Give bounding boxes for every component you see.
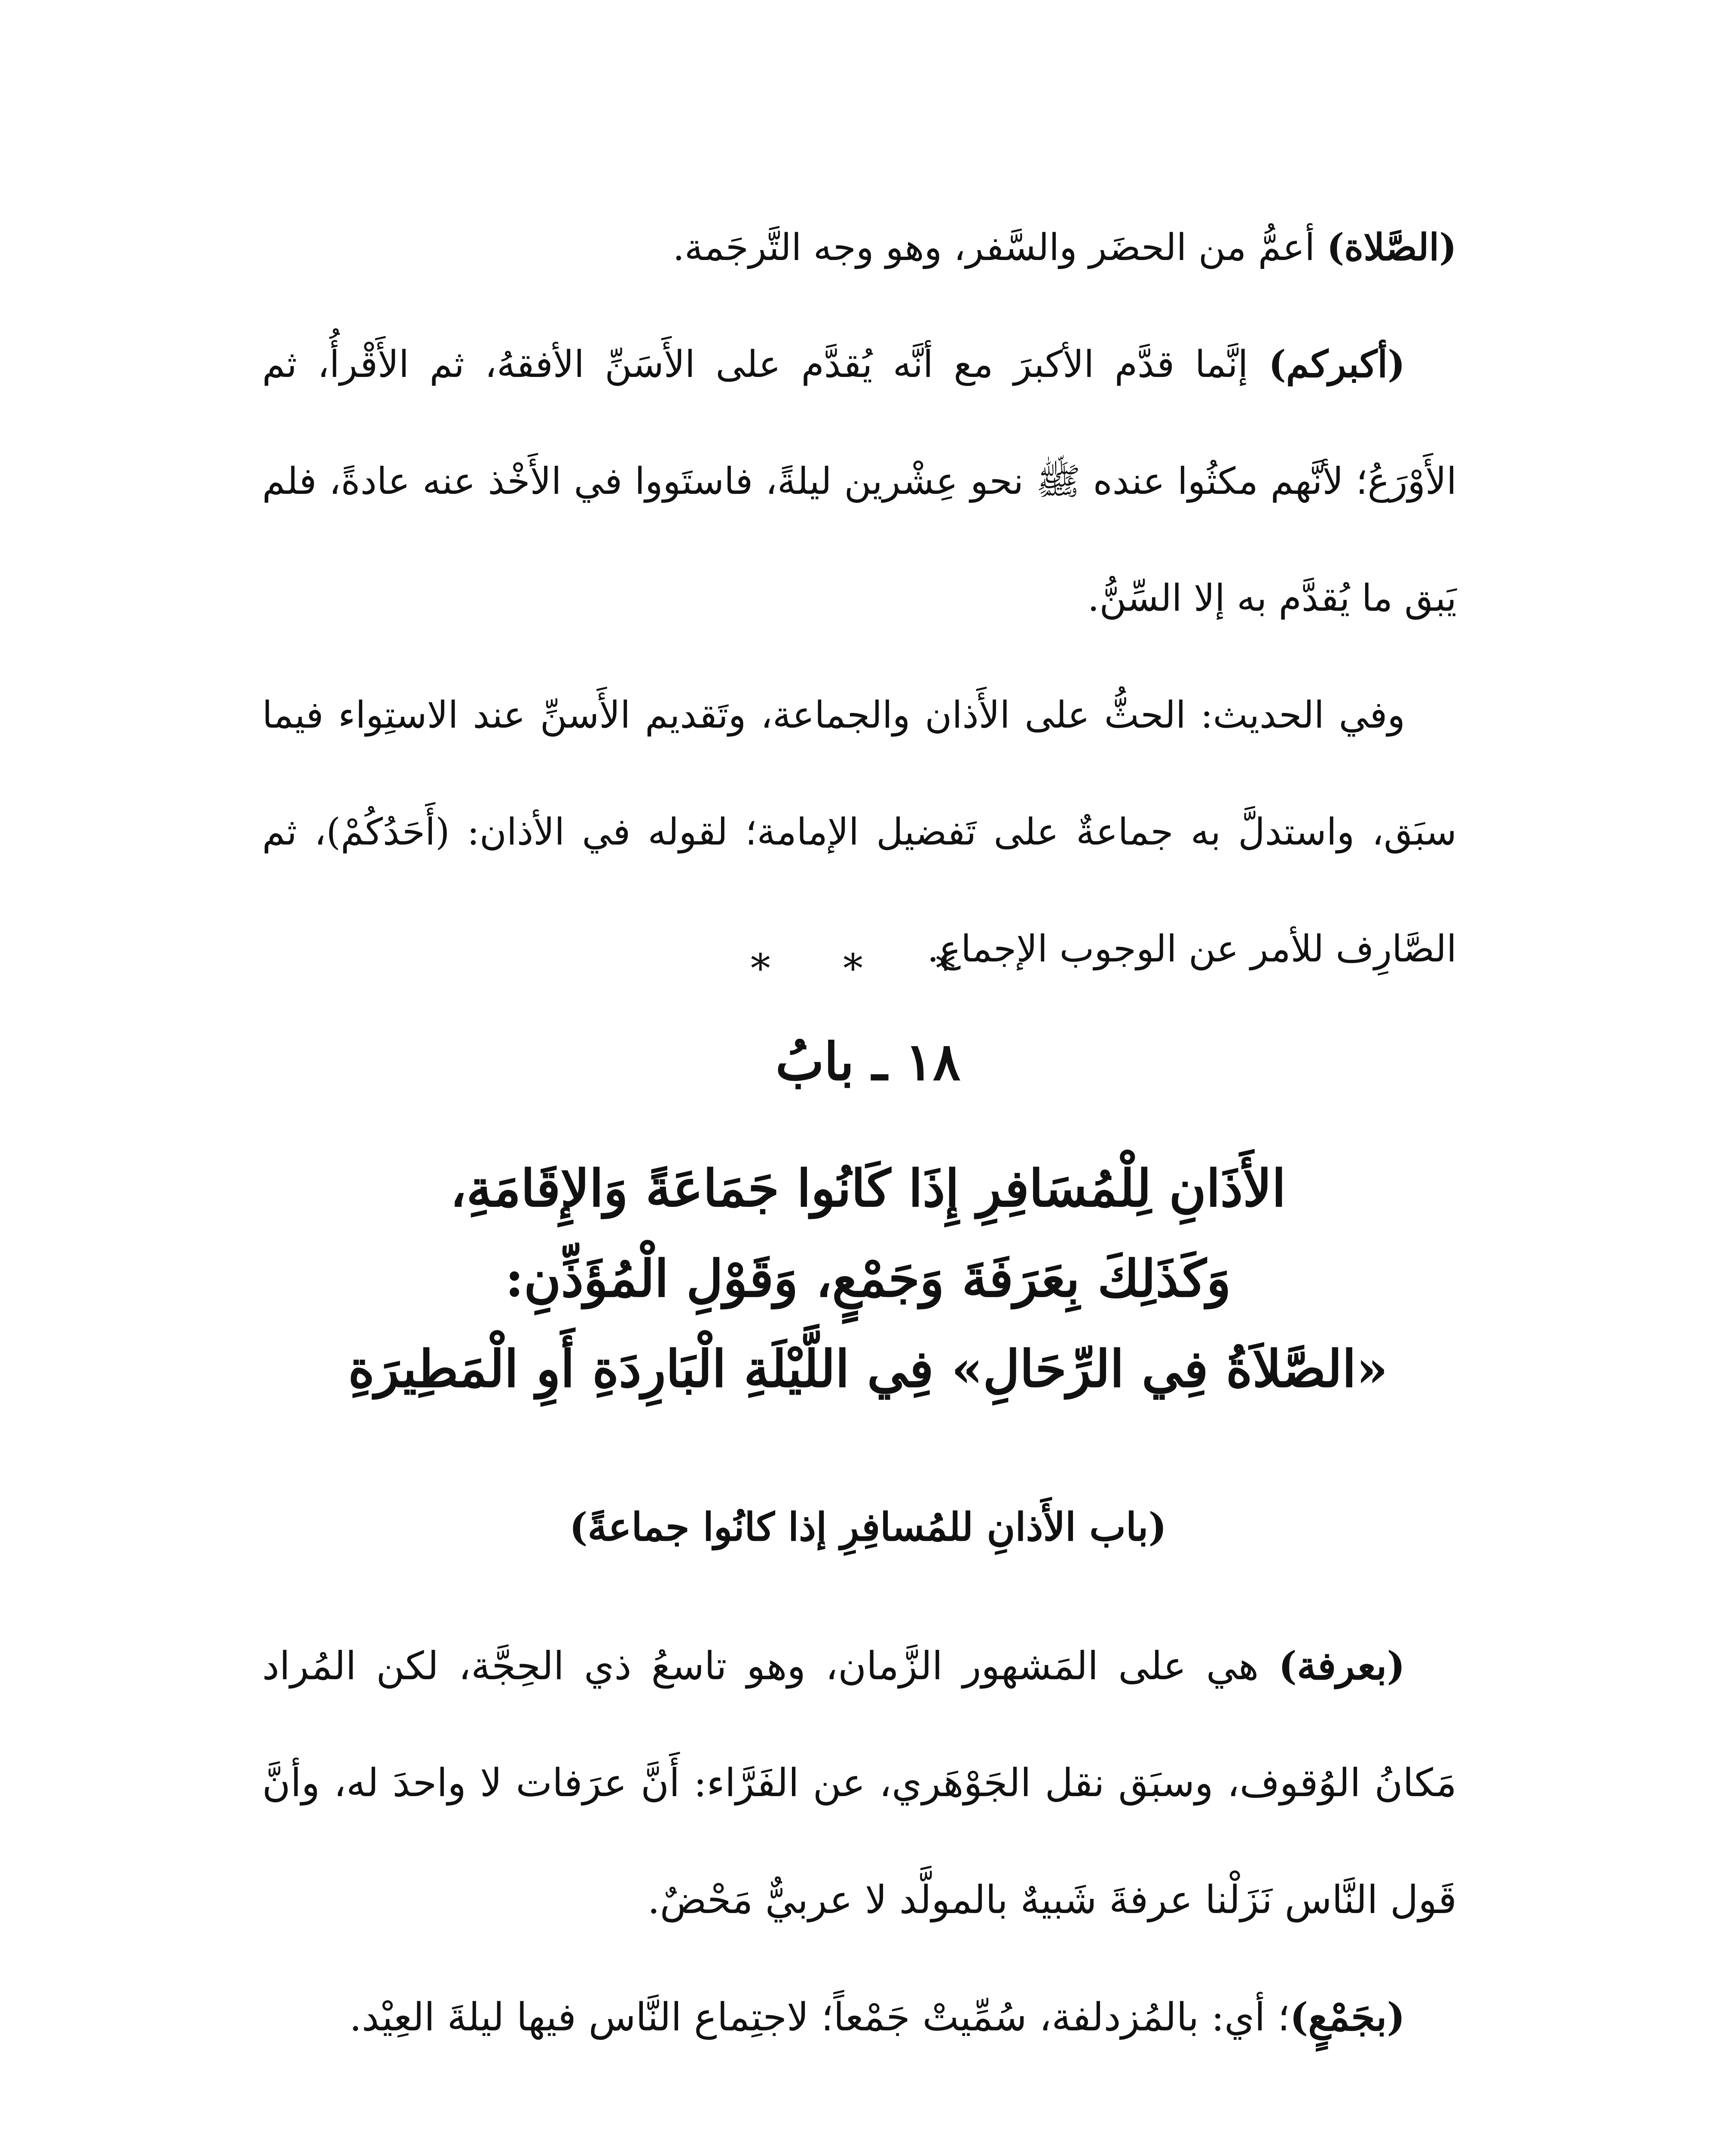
section-separator: * * * xyxy=(750,946,986,992)
chapter-title-line-1: الأَذَانِ لِلْمُسَافِرِ إِذَا كَانُوا جَمَاعَةً وَالإِقَامَةِ، xyxy=(450,1158,1286,1218)
paragraph-lead: (بعرفة) xyxy=(1278,1643,1405,1689)
paragraph-lead: (أكبركم) xyxy=(1268,343,1405,386)
chapter-number: ١٨ ـ بابُ xyxy=(775,1032,961,1092)
paragraph-arafah xyxy=(262,1607,1457,1959)
paragraph-text: هي على المَشهور الزَّمان، وهو تاسعُ ذي الحِجَّة، لكن المُراد مَكانُ الوُقوف، وسبَق نقل الجَوْهَري، عن الفَرَّاء: أَنَّ عرَفات لا واحدَ له، وأنَّ قَول النَّاس نَزَلْنا عرفةَ شَبيهٌ بالمولَّد لا عربيٌّ مَحْضٌ. xyxy=(262,1644,1457,1922)
chapter-title xyxy=(0,1143,1736,1414)
chapter-title-line-2: وَكَذَلِكَ بِعَرَفَةَ وَجَمْعٍ، وَقَوْلِ الْمُؤَذِّنِ: xyxy=(505,1249,1231,1308)
paragraph-text: ؛ أي: بالمُزدلفة، سُمِّيتْ جَمْعاً؛ لاجتِماع النَّاس فيها ليلةَ العِيْد. xyxy=(349,1995,1290,2040)
paragraph-text: أعمُّ من الحضَر والسَّفر، وهو وجه التَّرجَمة. xyxy=(672,226,1327,269)
commentary-subheading: (باب الأَذانِ للمُسافِرِ إذا كانُوا جماعةً) xyxy=(569,1504,1167,1550)
paragraph-lead: (بجَمْعٍ) xyxy=(1290,1994,1405,2040)
top-section xyxy=(262,189,1457,1007)
paragraph-text: إنَّما قدَّم الأكبرَ مع أنَّه يُقدَّم على الأَسَنِّ الأفقهُ، ثم الأَقْرأُ، ثم الأَوْرَعُ؛ لأنَّهم مكثُوا عنده ﷺ نحو عِشْرين ليلةً، فاستَووا في الأَخْذ عنه عادةً، فلم يَبق ما يُقدَّم به إلا السِّنُّ. xyxy=(262,343,1457,620)
bottom-section xyxy=(262,1607,1457,2076)
paragraph-salat xyxy=(262,189,1457,306)
paragraph-jam xyxy=(262,1959,1457,2076)
chapter-title-line-3: «الصَّلاَةُ فِي الرِّحَالِ» فِي اللَّيْلَةِ الْبَارِدَةِ أَوِ الْمَطِيرَةِ xyxy=(348,1339,1388,1399)
paragraph-text: وفي الحديث: الحثُّ على الأَذان والجماعة، وتَقديم الأَسنِّ عند الاستِواء فيما سبَق، واستدلَّ به جماعةٌ على تَفضيل الإمامة؛ لقوله في الأذان: (أَحَدُكُمْ)، ثم الصَّارِف للأمر عن الوجوب الإجماع. xyxy=(262,694,1457,970)
paragraph-akbarukum xyxy=(262,306,1457,657)
paragraph-lead: (الصَّلاة) xyxy=(1326,226,1457,269)
